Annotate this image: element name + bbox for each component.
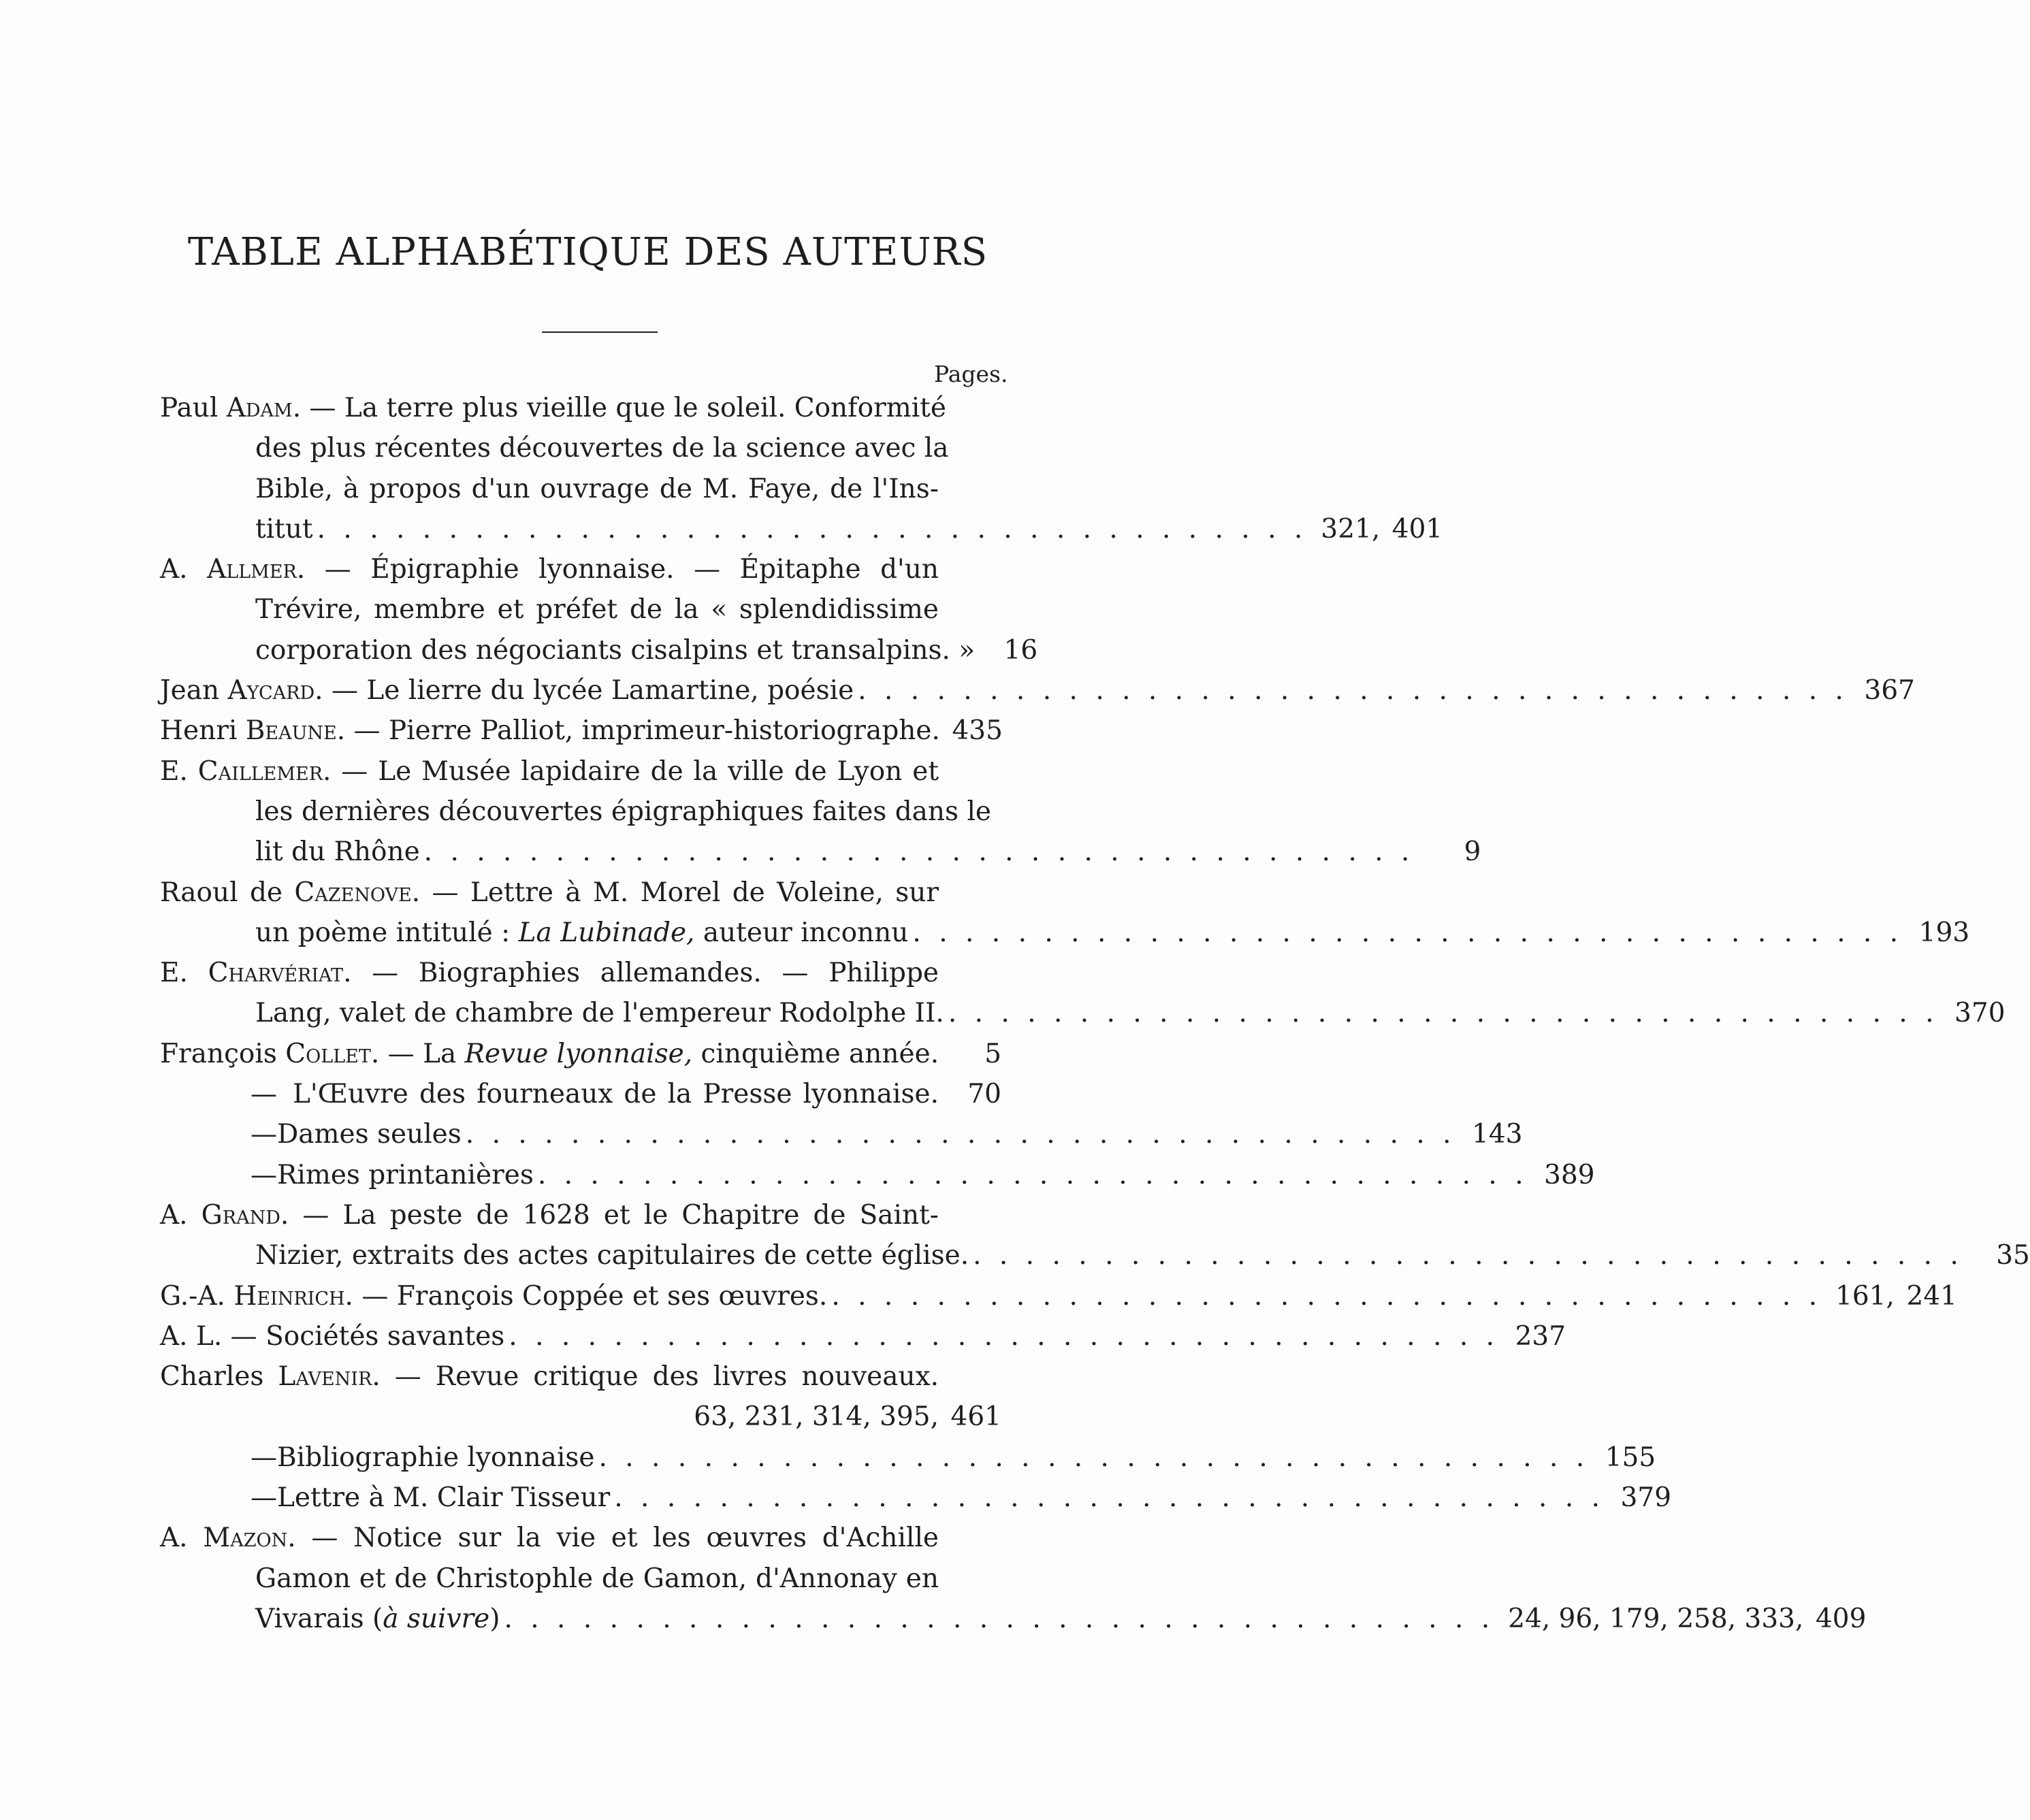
index-entry-charveriat: E. Charvériat. — Biographies allemandes. — Philippe Lang, valet de chambre de l'empereur Rodolphe II. . . . . . . . . . . . . . . . . . . . . . . . . . . . . . . . . . . . . . . 370 xyxy=(160,953,1001,1034)
index-entry-grand: A. Grand. — La peste de 1628 et le Chapitre de Saint- Nizier, extraits des actes capitulaires de cette église. . . . . . . . . . . . . . . . . . . . . . . . . . . . . . . . . . . . . . . 35 xyxy=(160,1195,1001,1276)
page-number: 193 xyxy=(1918,917,1970,948)
entry-title: Biographies allemandes. — Philippe xyxy=(418,958,939,989)
author-first: A. xyxy=(160,554,188,585)
entry-title: Épigraphie lyonnaise. — Épitaphe d'un xyxy=(370,554,939,585)
page-refs: 63, 231, 314, 395, xyxy=(694,1401,939,1433)
index-entry-collet: François Collet. — La Revue lyonnaise, cinquième année. 5 xyxy=(160,1034,1001,1074)
page-refs: 161, xyxy=(1835,1280,1895,1312)
author-first: Paul xyxy=(160,393,219,423)
page-number: 367 xyxy=(1864,675,1915,706)
entry-title: Lettre à M. Morel de Voleine, sur xyxy=(470,877,939,908)
index-entry-mazon: A. Mazon. — Notice sur la vie et les œuvres d'Achille Gamon et de Christophle de Gamon, d'Annonay en Vivarais (à suivre) . . . . . . . . . . . . . . . . . . . . . . . . . . . . . . . . . . . . . . 24, 96, 179, 258, 333, 409 xyxy=(160,1518,1001,1639)
index-entry-cazenove: Raoul de Cazenove. — Lettre à M. Morel de Voleine, sur un poème intitulé : La Lubinade, auteur inconnu . . . . . . . . . . . . . . . . . . . . . . . . . . . . . . . . . . . . . . 193 xyxy=(160,873,1001,954)
page-number: 143 xyxy=(1472,1119,1523,1150)
page-number: 409 xyxy=(1815,1603,1867,1634)
dot-leader: . . . . . . . . . . . . . . . . . . . . . . . . . . . . . . . . . . . . . . xyxy=(317,513,1308,545)
index-entry-heinrich: G.-A. Heinrich. — François Coppée et ses œuvres. . . . . . . . . . . . . . . . . . . . . . . . . . . . . . . . . . . . . . . 161, 241 xyxy=(160,1276,1001,1316)
ditto-dash: — xyxy=(251,1442,277,1473)
entry-title: François Coppée et ses œuvres. xyxy=(396,1280,828,1312)
dot-leader: . . . . . . . . . . . . . . . . . . . . . . . . . . . . . . . . . . . . . . xyxy=(465,1119,1456,1150)
page-number: 241 xyxy=(1906,1280,1957,1312)
entry-title: Sociétés savantes xyxy=(265,1320,505,1352)
page-number: 155 xyxy=(1605,1442,1656,1473)
page-refs: 321, xyxy=(1321,513,1381,545)
entry-title: La peste de 1628 et le Chapitre de Saint- xyxy=(342,1199,939,1231)
author-last: Adam xyxy=(226,393,293,423)
page-number: 379 xyxy=(1620,1482,1672,1514)
ditto-dash: — xyxy=(251,1119,277,1150)
dot-leader: . . . . . . . . . . . . . . . . . . . . . . . . . . . . . . . . . . . . . . xyxy=(423,836,1415,868)
page-number: 5 xyxy=(984,1038,1002,1069)
index-entry-caillemer: E. Caillemer. — Le Musée lapidaire de la ville de Lyon et les dernières découvertes épigraphiques faites dans le lit du Rhône . . . . . . . . . . . . . . . . . . . . . . . . . . . . . . . . . . . . . . 9 xyxy=(160,751,1001,873)
page-refs: 24, 96, 179, 258, 333, xyxy=(1508,1603,1804,1634)
dot-leader: . . . . . . . . . . . . . . . . . . . . . . . . . . . . . . . . . . . . . . xyxy=(973,1240,1963,1271)
entry-title: La terre plus vieille que le soleil. Conformité xyxy=(344,393,946,423)
entry-title: Le lierre du lycée Lamartine, poésie xyxy=(366,675,854,706)
dot-leader: . . . . . . . . . . . . . . . . . . . . . . . . . . . . . . . . . . . . . . xyxy=(948,998,1939,1029)
page-number: 16 xyxy=(1003,634,1038,666)
page-number: 237 xyxy=(1515,1320,1566,1352)
page-number: 401 xyxy=(1391,513,1443,545)
index-entry-adam: Paul Adam. — La terre plus vieille que le soleil. Conformité des plus récentes découvertes de la science avec la Bible, à propos d'un ouvrage de M. Faye, de l'Ins- titut . . . . . . . . . . . . . . . . . . . . . . . . . . . . . . . . . . . . . . 321, 401 xyxy=(160,388,1001,549)
index-entry-beaune: Henri Beaune. — Pierre Palliot, imprimeur-historiographe. 435 xyxy=(160,711,1001,751)
index-entry-al: A. L. — Sociétés savantes . . . . . . . . . . . . . . . . . . . . . . . . . . . . . . . . . . . . . . 237 xyxy=(160,1316,1001,1356)
page-number: 435 xyxy=(952,715,1003,747)
page-number: 461 xyxy=(950,1401,1001,1433)
index-subentry: — Rimes printanières . . . . . . . . . . . . . . . . . . . . . . . . . . . . . . . . . . . . . . 389 xyxy=(160,1155,1001,1195)
author-last: Allmer xyxy=(207,554,297,585)
page-number: 389 xyxy=(1544,1159,1595,1190)
pages-column-label: Pages. xyxy=(934,361,1008,387)
author-index xyxy=(160,388,2030,1639)
index-subentry: — L'Œuvre des fourneaux de la Presse lyonnaise. 70 xyxy=(160,1074,1001,1114)
dot-leader: . . . . . . . . . . . . . . . . . . . . . . . . . . . . . . . . . . . . . . xyxy=(537,1159,1528,1190)
dot-leader: . . . . . . . . . . . . . . . . . . . . . . . . . . . . . . . . . . . . . . xyxy=(509,1320,1500,1352)
page-number: 35 xyxy=(1996,1240,2030,1271)
index-entry-lavenir: Charles Lavenir. — Revue critique des livres nouveaux. 63, 231, 314, 395, 461 xyxy=(160,1356,1001,1437)
page-number: 70 xyxy=(967,1079,1001,1110)
entry-title: Revue critique des livres nouveaux. xyxy=(435,1361,939,1393)
ditto-dash: — xyxy=(251,1482,277,1514)
dot-leader: . . . . . . . . . . . . . . . . . . . . . . . . . . . . . . . . . . . . . . xyxy=(831,1280,1822,1312)
page-number: 9 xyxy=(1464,836,1481,868)
dot-leader: . . . . . . . . . . . . . . . . . . . . . . . . . . . . . . . . . . . . . . xyxy=(598,1442,1590,1473)
page-number: 370 xyxy=(1954,998,2005,1029)
index-entry-aycard: Jean Aycard. — Le lierre du lycée Lamartine, poésie . . . . . . . . . . . . . . . . . . . . . . . . . . . . . . . . . . . . . . 367 xyxy=(160,670,1001,711)
dot-leader: . . . . . . . . . . . . . . . . . . . . . . . . . . . . . . . . . . . . . . xyxy=(858,675,1848,706)
index-entry-allmer: A. Allmer. — Épigraphie lyonnaise. — Épitaphe d'un Trévire, membre et préfet de la « splendidissime corporation des négociants cisalpins et transalpins. » 16 xyxy=(160,549,1001,670)
dot-leader: . . . . . . . . . . . . . . . . . . . . . . . . . . . . . . . . . . . . . . xyxy=(504,1603,1495,1634)
page-title: TABLE ALPHABÉTIQUE DES AUTEURS xyxy=(187,230,988,274)
entry-title-cont: Bible, à propos d'un ouvrage de M. Faye, de l'Ins- xyxy=(255,473,939,504)
dot-leader: . . . . . . . . . . . . . . . . . . . . . . . . . . . . . . . . . . . . . . xyxy=(912,917,1903,948)
entry-title: Notice sur la vie et les œuvres d'Achille xyxy=(353,1523,939,1554)
index-subentry: — Bibliographie lyonnaise . . . . . . . . . . . . . . . . . . . . . . . . . . . . . . . . . . . . . . 155 xyxy=(160,1437,1001,1478)
dot-leader: . . . . . . . . . . . . . . . . . . . . . . . . . . . . . . . . . . . . . . xyxy=(614,1482,1605,1514)
ditto-dash: — xyxy=(251,1079,277,1110)
title-rule xyxy=(542,331,658,333)
entry-title: Le Musée lapidaire de la ville de Lyon et xyxy=(378,755,939,787)
entry-title: Pierre Palliot, imprimeur-historiographe. xyxy=(388,715,940,747)
entry-title-cont: des plus récentes découvertes de la science avec la xyxy=(255,433,949,464)
ditto-dash: — xyxy=(251,1159,277,1190)
index-subentry: — Lettre à M. Clair Tisseur . . . . . . . . . . . . . . . . . . . . . . . . . . . . . . . . . . . . . . 379 xyxy=(160,1478,1001,1518)
index-subentry: — Dames seules . . . . . . . . . . . . . . . . . . . . . . . . . . . . . . . . . . . . . . 143 xyxy=(160,1114,1001,1154)
